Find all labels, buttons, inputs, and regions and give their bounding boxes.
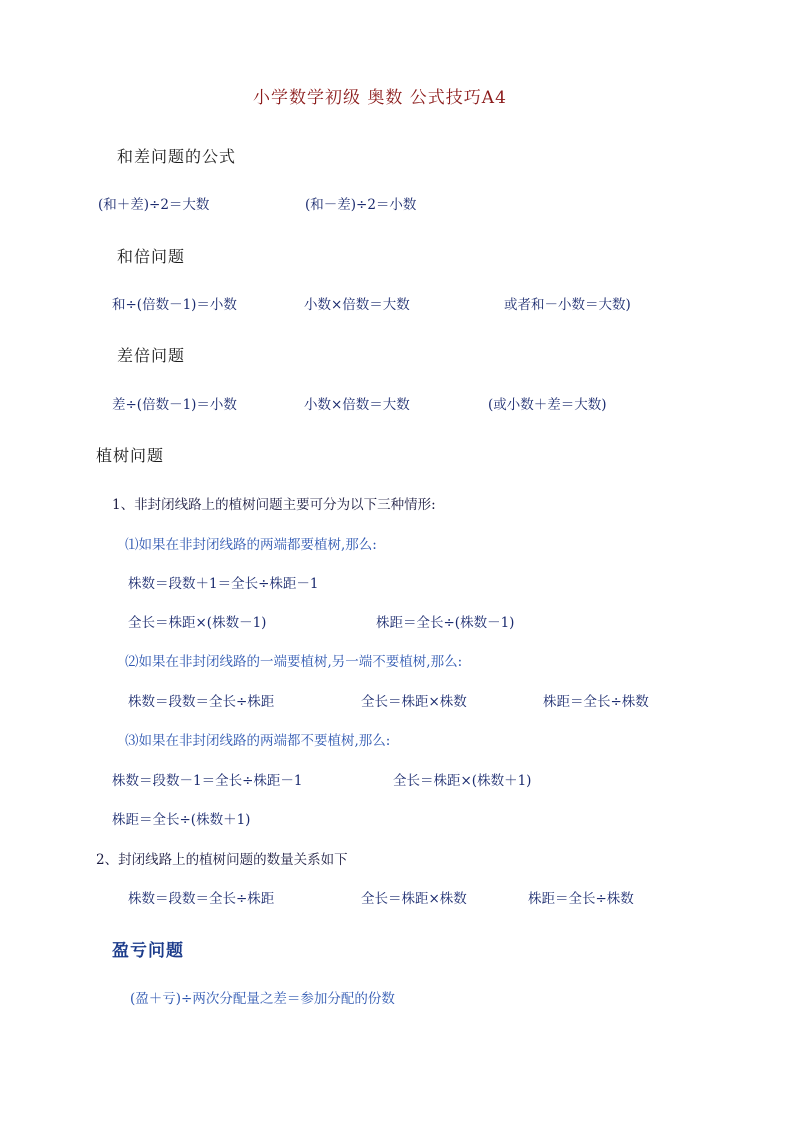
heading-chabei: 差倍问题 (117, 346, 186, 365)
zhishu-item2-formula-3: 株距＝全长÷株数 (528, 891, 634, 907)
formula-chabei-2: 小数×倍数＝大数 (304, 397, 410, 413)
zhishu-case3-formula-3: 株距＝全长÷(株数＋1) (112, 812, 251, 828)
zhishu-case-1: ⑴如果在非封闭线路的两端都要植树,那么: (125, 537, 377, 553)
heading-hebei: 和倍问题 (117, 247, 186, 266)
zhishu-case2-formula-3: 株距＝全长÷株数 (543, 694, 649, 710)
heading-hecha: 和差问题的公式 (117, 147, 237, 166)
zhishu-case3-formula-2: 全长＝株距×(株数＋1) (393, 773, 532, 789)
zhishu-item2-formula-1: 株数＝段数＝全长÷株距 (128, 891, 275, 907)
zhishu-case3-formula-1: 株数＝段数－1＝全长÷株距－1 (112, 773, 303, 789)
heading-yingkui: 盈亏问题 (112, 941, 184, 961)
formula-chabei-1: 差÷(倍数－1)＝小数 (112, 397, 237, 413)
zhishu-case1-formula-3: 株距＝全长÷(株数－1) (376, 615, 515, 631)
zhishu-item-2: 2、封闭线路上的植树问题的数量关系如下 (96, 852, 348, 868)
formula-hebei-2: 小数×倍数＝大数 (304, 297, 410, 313)
formula-hebei-3: 或者和－小数＝大数) (504, 297, 631, 313)
formula-hebei-1: 和÷(倍数－1)＝小数 (112, 297, 237, 313)
zhishu-case2-formula-2: 全长＝株距×株数 (361, 694, 467, 710)
page-title: 小学数学初级 奥数 公式技巧A4 (253, 88, 507, 108)
formula-yingkui: (盈＋亏)÷两次分配量之差＝参加分配的份数 (130, 991, 395, 1007)
heading-zhishu: 植树问题 (96, 446, 165, 465)
zhishu-item-1: 1、非封闭线路上的植树问题主要可分为以下三种情形: (112, 497, 436, 513)
formula-hecha-2: (和－差)÷2＝小数 (305, 197, 417, 213)
formula-chabei-3: (或小数＋差＝大数) (488, 397, 607, 413)
zhishu-case1-formula-1: 株数＝段数＋1＝全长÷株距－1 (128, 576, 319, 592)
formula-hecha-1: (和＋差)÷2＝大数 (98, 197, 210, 213)
zhishu-case-2: ⑵如果在非封闭线路的一端要植树,另一端不要植树,那么: (125, 654, 463, 670)
zhishu-case-3: ⑶如果在非封闭线路的两端都不要植树,那么: (125, 733, 391, 749)
zhishu-case2-formula-1: 株数＝段数＝全长÷株距 (128, 694, 275, 710)
zhishu-case1-formula-2: 全长＝株距×(株数－1) (128, 615, 267, 631)
zhishu-item2-formula-2: 全长＝株距×株数 (361, 891, 467, 907)
